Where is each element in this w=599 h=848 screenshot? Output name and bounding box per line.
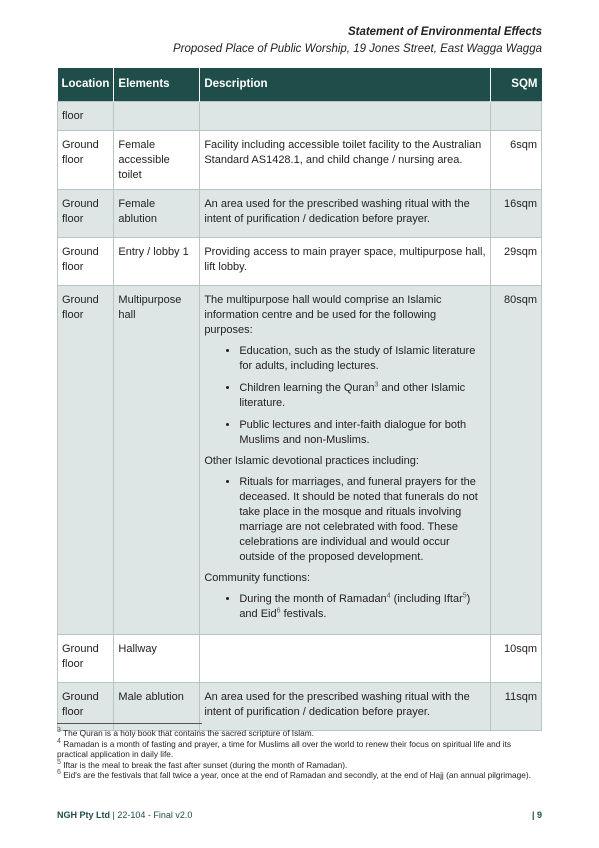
footnote — [57, 770, 543, 781]
cell-description: An area used for the prescribed washing ritual with the intent of purification / dedication before prayer. — [200, 190, 491, 238]
devotional-list — [204, 475, 486, 565]
column-header-elements: Elements — [114, 68, 200, 102]
cell-sqm: 11sqm — [491, 683, 542, 731]
footnote-number: 5 — [57, 758, 61, 766]
list-item — [239, 592, 486, 622]
list-item-text: and other Islamic literature. — [239, 382, 466, 409]
cell-location: Ground floor — [58, 683, 114, 731]
document-title: Statement of Environmental Effects — [347, 26, 542, 38]
footnote-text: The Quran is a holy book that contains the sacred scripture of Islam. — [60, 728, 314, 738]
cell-description: Facility including accessible toilet facility to the Australian Standard AS1428.1, and child change / nursing area. — [200, 131, 491, 190]
elements-table — [57, 68, 542, 731]
footnote — [57, 760, 543, 771]
cell-description — [200, 102, 491, 131]
footnote-number: 6 — [57, 769, 61, 777]
cell-location: Ground floor — [58, 286, 114, 635]
cell-description — [200, 635, 491, 683]
list-item-text: During the month of Ramadan — [239, 593, 387, 605]
table-header-row — [58, 68, 542, 102]
document-header — [173, 24, 542, 58]
cell-description: Providing access to main prayer space, multipurpose hall, lift lobby. — [200, 238, 491, 286]
devotional-heading: Other Islamic devotional practices including: — [204, 455, 419, 467]
table-row — [58, 635, 542, 683]
list-item-text: festivals. — [280, 608, 327, 620]
column-header-description: Description — [200, 68, 491, 102]
column-header-sqm: SQM — [491, 68, 542, 102]
footer-reference: | 22-104 - Final v2.0 — [110, 810, 193, 820]
community-list — [204, 592, 486, 622]
document-subtitle: Proposed Place of Public Worship, 19 Jones Street, East Wagga Wagga — [172, 43, 542, 55]
cell-element: Female ablution — [114, 190, 200, 238]
community-heading: Community functions: — [204, 572, 311, 584]
cell-sqm: 10sqm — [491, 635, 542, 683]
list-item-text: ) and Eid — [239, 593, 471, 620]
footnote-divider — [57, 723, 202, 724]
list-item-text: Children learning the Quran — [239, 382, 375, 394]
cell-element: Multipurpose hall — [114, 286, 200, 635]
footnote-number: 3 — [57, 727, 61, 735]
purposes-list — [204, 344, 486, 448]
cell-sqm: 29sqm — [491, 238, 542, 286]
footnote — [57, 728, 543, 739]
cell-sqm — [491, 102, 542, 131]
footnotes — [57, 728, 543, 781]
cell-location: Ground floor — [58, 131, 114, 190]
cell-sqm: 16sqm — [491, 190, 542, 238]
page-footer — [57, 810, 542, 820]
page-number: | 9 — [531, 810, 542, 820]
cell-element: Entry / lobby 1 — [114, 238, 200, 286]
list-item — [239, 381, 486, 411]
cell-location: Ground floor — [58, 238, 114, 286]
table-row — [58, 131, 542, 190]
list-item: • Education, such as the study of Islamic literature for adults, including lectures. — [239, 344, 486, 374]
footer-company: NGH Pty Ltd — [57, 810, 110, 820]
footnote-ref: 5 — [462, 592, 467, 600]
cell-sqm: 6sqm — [491, 131, 542, 190]
footnote — [57, 739, 543, 760]
list-item: • Public lectures and inter-faith dialogue for both Muslims and non-Muslims. — [239, 418, 486, 448]
cell-description — [200, 286, 491, 635]
footnote-text: Eid's are the festivals that fall twice a year, once at the end of Ramadan and secondly, at the end of Hajj (an annual pilgrimage). — [60, 770, 531, 780]
cell-sqm: 80sqm — [491, 286, 542, 635]
table-row — [58, 238, 542, 286]
footnote-ref: 6 — [276, 607, 281, 615]
list-item-text: (including Iftar — [390, 593, 463, 605]
table-row — [58, 190, 542, 238]
footnote-text: Ramadan is a month of fasting and prayer, a time for Muslims all over the world to renew their focus on spiritual life and its practical application in daily life. — [57, 738, 511, 759]
cell-element — [114, 102, 200, 131]
footnote-text: Iftar is the meal to break the fast after sunset (during the month of Ramadan). — [60, 759, 348, 770]
description-intro: The multipurpose hall would comprise an Islamic information centre and be used for the following purposes: — [204, 294, 442, 336]
footnote-ref: 4 — [386, 592, 391, 600]
cell-element: Hallway — [114, 635, 200, 683]
table-row — [58, 286, 542, 635]
column-header-location: Location — [58, 68, 114, 102]
table-row — [58, 102, 542, 131]
footnote-number: 4 — [57, 737, 61, 745]
cell-location: floor — [58, 102, 114, 131]
cell-description: An area used for the prescribed washing ritual with the intent of purification / dedication before prayer. — [200, 683, 491, 731]
cell-location: Ground floor — [58, 635, 114, 683]
cell-location: Ground floor — [58, 190, 114, 238]
cell-element: Female accessible toilet — [114, 131, 200, 190]
list-item: • Rituals for marriages, and funeral prayers for the deceased. It should be noted that funerals do not take place in the mosque and rituals involving marriage are not celebrated with food. These celebrations are individual and would occur outside of the proposed development. — [239, 475, 486, 565]
cell-element: Male ablution — [114, 683, 200, 731]
footnote-ref: 3 — [374, 381, 379, 389]
